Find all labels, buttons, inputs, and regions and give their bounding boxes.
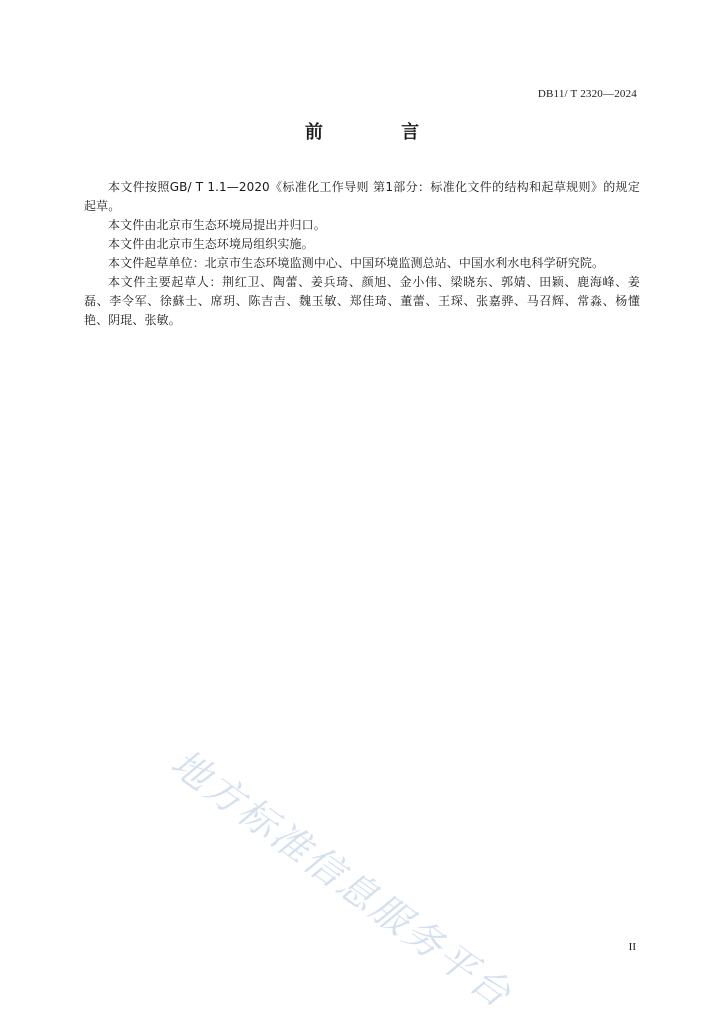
paragraph-implementer: 本文件由北京市生态环境局组织实施。 bbox=[108, 237, 314, 251]
page-number: II bbox=[628, 941, 636, 953]
paragraph-drafting-rules: 本文件按照GB/ T 1.1—2020《标准化工作导则 第1部分：标准化文件的结构和起草规则》的规定起草。 bbox=[84, 180, 640, 213]
watermark-text: 地方标准信息服务平台 bbox=[163, 740, 521, 1018]
page-title: 前 言 bbox=[304, 122, 456, 143]
paragraph-drafters: 本文件主要起草人：荆红卫、陶蕾、姜兵琦、颜旭、金小伟、梁晓东、郭婧、田颖、鹿海峰、姜磊、李令军、徐蘇士、席玥、陈吉吉、魏玉敏、郑佳琦、董蕾、王琛、张嘉骅、马召辉、常淼、杨懂艳、阴琨、张敏。 bbox=[84, 275, 640, 327]
document-code: DB11/ T 2320—2024 bbox=[537, 88, 637, 100]
paragraph-drafting-units: 本文件起草单位：北京市生态环境监测中心、中国环境监测总站、中国水利水电科学研究院。 bbox=[108, 256, 605, 270]
foreword-body bbox=[84, 178, 640, 330]
paragraph-proposer: 本文件由北京市生态环境局提出并归口。 bbox=[108, 218, 326, 232]
